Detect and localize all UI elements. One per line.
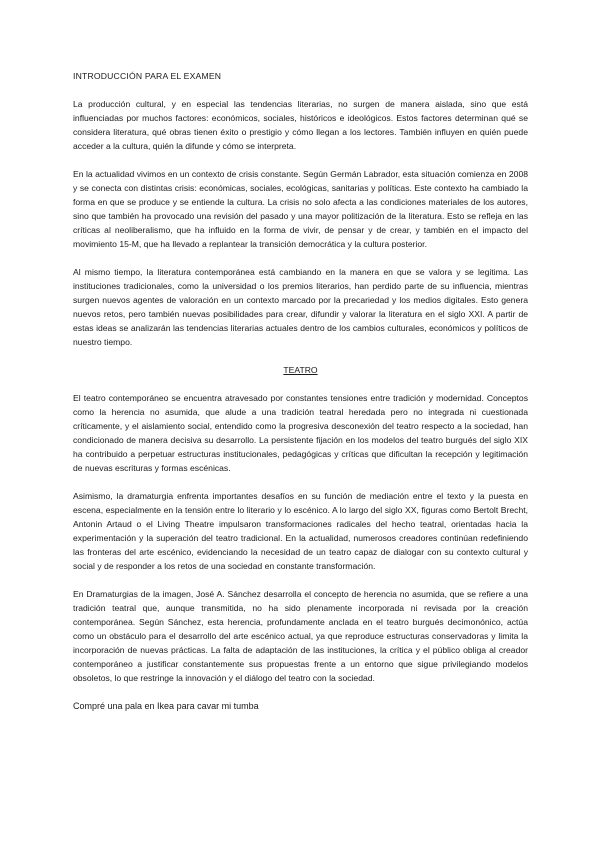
intro-paragraph-3: Al mismo tiempo, la literatura contemporánea está cambiando en la manera en que se valora y se legitima. Las instituciones tradicionales, como la universidad o los premios literarios, han perdido parte de su influencia, mientras surgen nuevos agentes de valoración en un contexto marcado por la precariedad y los medios digitales. Esto genera nuevos retos, pero también nuevas posibilidades para crear, difundir y valorar la literatura en el siglo XXI. A partir de estas ideas se analizarán las tendencias literarias actuales dentro de los cambios culturales, económicos y políticos de nuestro tiempo. (73, 267, 528, 347)
document-title: INTRODUCCIÓN PARA EL EXAMEN (73, 71, 222, 81)
intro-paragraph-1: La producción cultural, y en especial las tendencias literarias, no surgen de manera aislada, sino que está influenciadas por muchos factores: económicos, sociales, históricos e ideológicos. Estos factores determinan qué se considera literatura, qué obras tienen éxito o prestigio y cómo llegan a los lectores. También influyen en quién puede acceder a la cultura, quién la difunde y cómo se interpreta. (73, 99, 528, 151)
teatro-paragraph-1: El teatro contemporáneo se encuentra atravesado por constantes tensiones entre tradición y modernidad. Conceptos como la herencia no asumida, que alude a una tradición teatral heredada pero no integrada ni cuestionada críticamente, y el aislamiento social, entendido como la progresiva desconexión del teatro respecto a la sociedad, han condicionado de manera decisiva su desarrollo. La persistente fijación en los modelos del teatro burgués del siglo XIX ha contribuido a perpetuar estructuras institucionales, pedagógicas y críticas que dificultan la recepción y legitimación de nuevas escrituras y formas escénicas. (73, 393, 528, 473)
section-heading-teatro: TEATRO (283, 365, 318, 375)
intro-paragraph-2: En la actualidad vivimos en un contexto de crisis constante. Según Germán Labrador, esta situación comienza en 2008 y se conecta con distintas crisis: económicas, sociales, ecológicas, sanitarias y políticas. Este contexto ha cambiado la forma en que se produce y se entiende la cultura. La crisis no solo afecta a las condiciones materiales de los autores, sino que también ha provocado una revisión del pasado y una mayor politización de la literatura. Esto se refleja en las críticas al neoliberalismo, que ha influido en la forma de vivir, de pensar y de crear, y también en el impacto del movimiento 15-M, que ha llevado a replantear la transición democrática y la cultura posterior. (73, 169, 528, 249)
teatro-paragraph-2: Asimismo, la dramaturgia enfrenta importantes desafíos en su función de mediación entre el texto y la puesta en escena, especialmente en la tensión entre lo literario y lo escénico. A lo largo del siglo XX, figuras como Bertolt Brecht, Antonin Artaud o el Living Theatre impulsaron transformaciones radicales del hecho teatral, orientadas hacia la experimentación y la superación del teatro tradicional. En la actualidad, numerosos creadores continúan redefiniendo las fronteras del arte escénico, evidenciando la necesidad de un teatro capaz de dialogar con su contexto cultural y social y de responder a los retos de una sociedad en constante transformación. (73, 491, 528, 571)
document-body (73, 69, 528, 713)
teatro-paragraph-3: En Dramaturgias de la imagen, José A. Sánchez desarrolla el concepto de herencia no asumida, que se refiere a una tradición teatral que, aunque transmitida, no ha sido plenamente incorporada ni revisada por la creación contemporánea. Según Sánchez, esta herencia, profundamente anclada en el teatro burgués decimonónico, actúa como un obstáculo para el desarrollo del arte escénico actual, ya que reproduce estructuras conservadoras y limita la incorporación de nuevas prácticas. La falta de adaptación de las instituciones, la crítica y el público obliga al creador contemporáneo a justificar constantemente sus propuestas frente a un entorno que sigue privilegiando modelos obsoletos, lo que restringe la innovación y el diálogo del teatro con la sociedad. (73, 589, 528, 683)
closing-line: Compré una pala en Ikea para cavar mi tumba (73, 701, 259, 711)
